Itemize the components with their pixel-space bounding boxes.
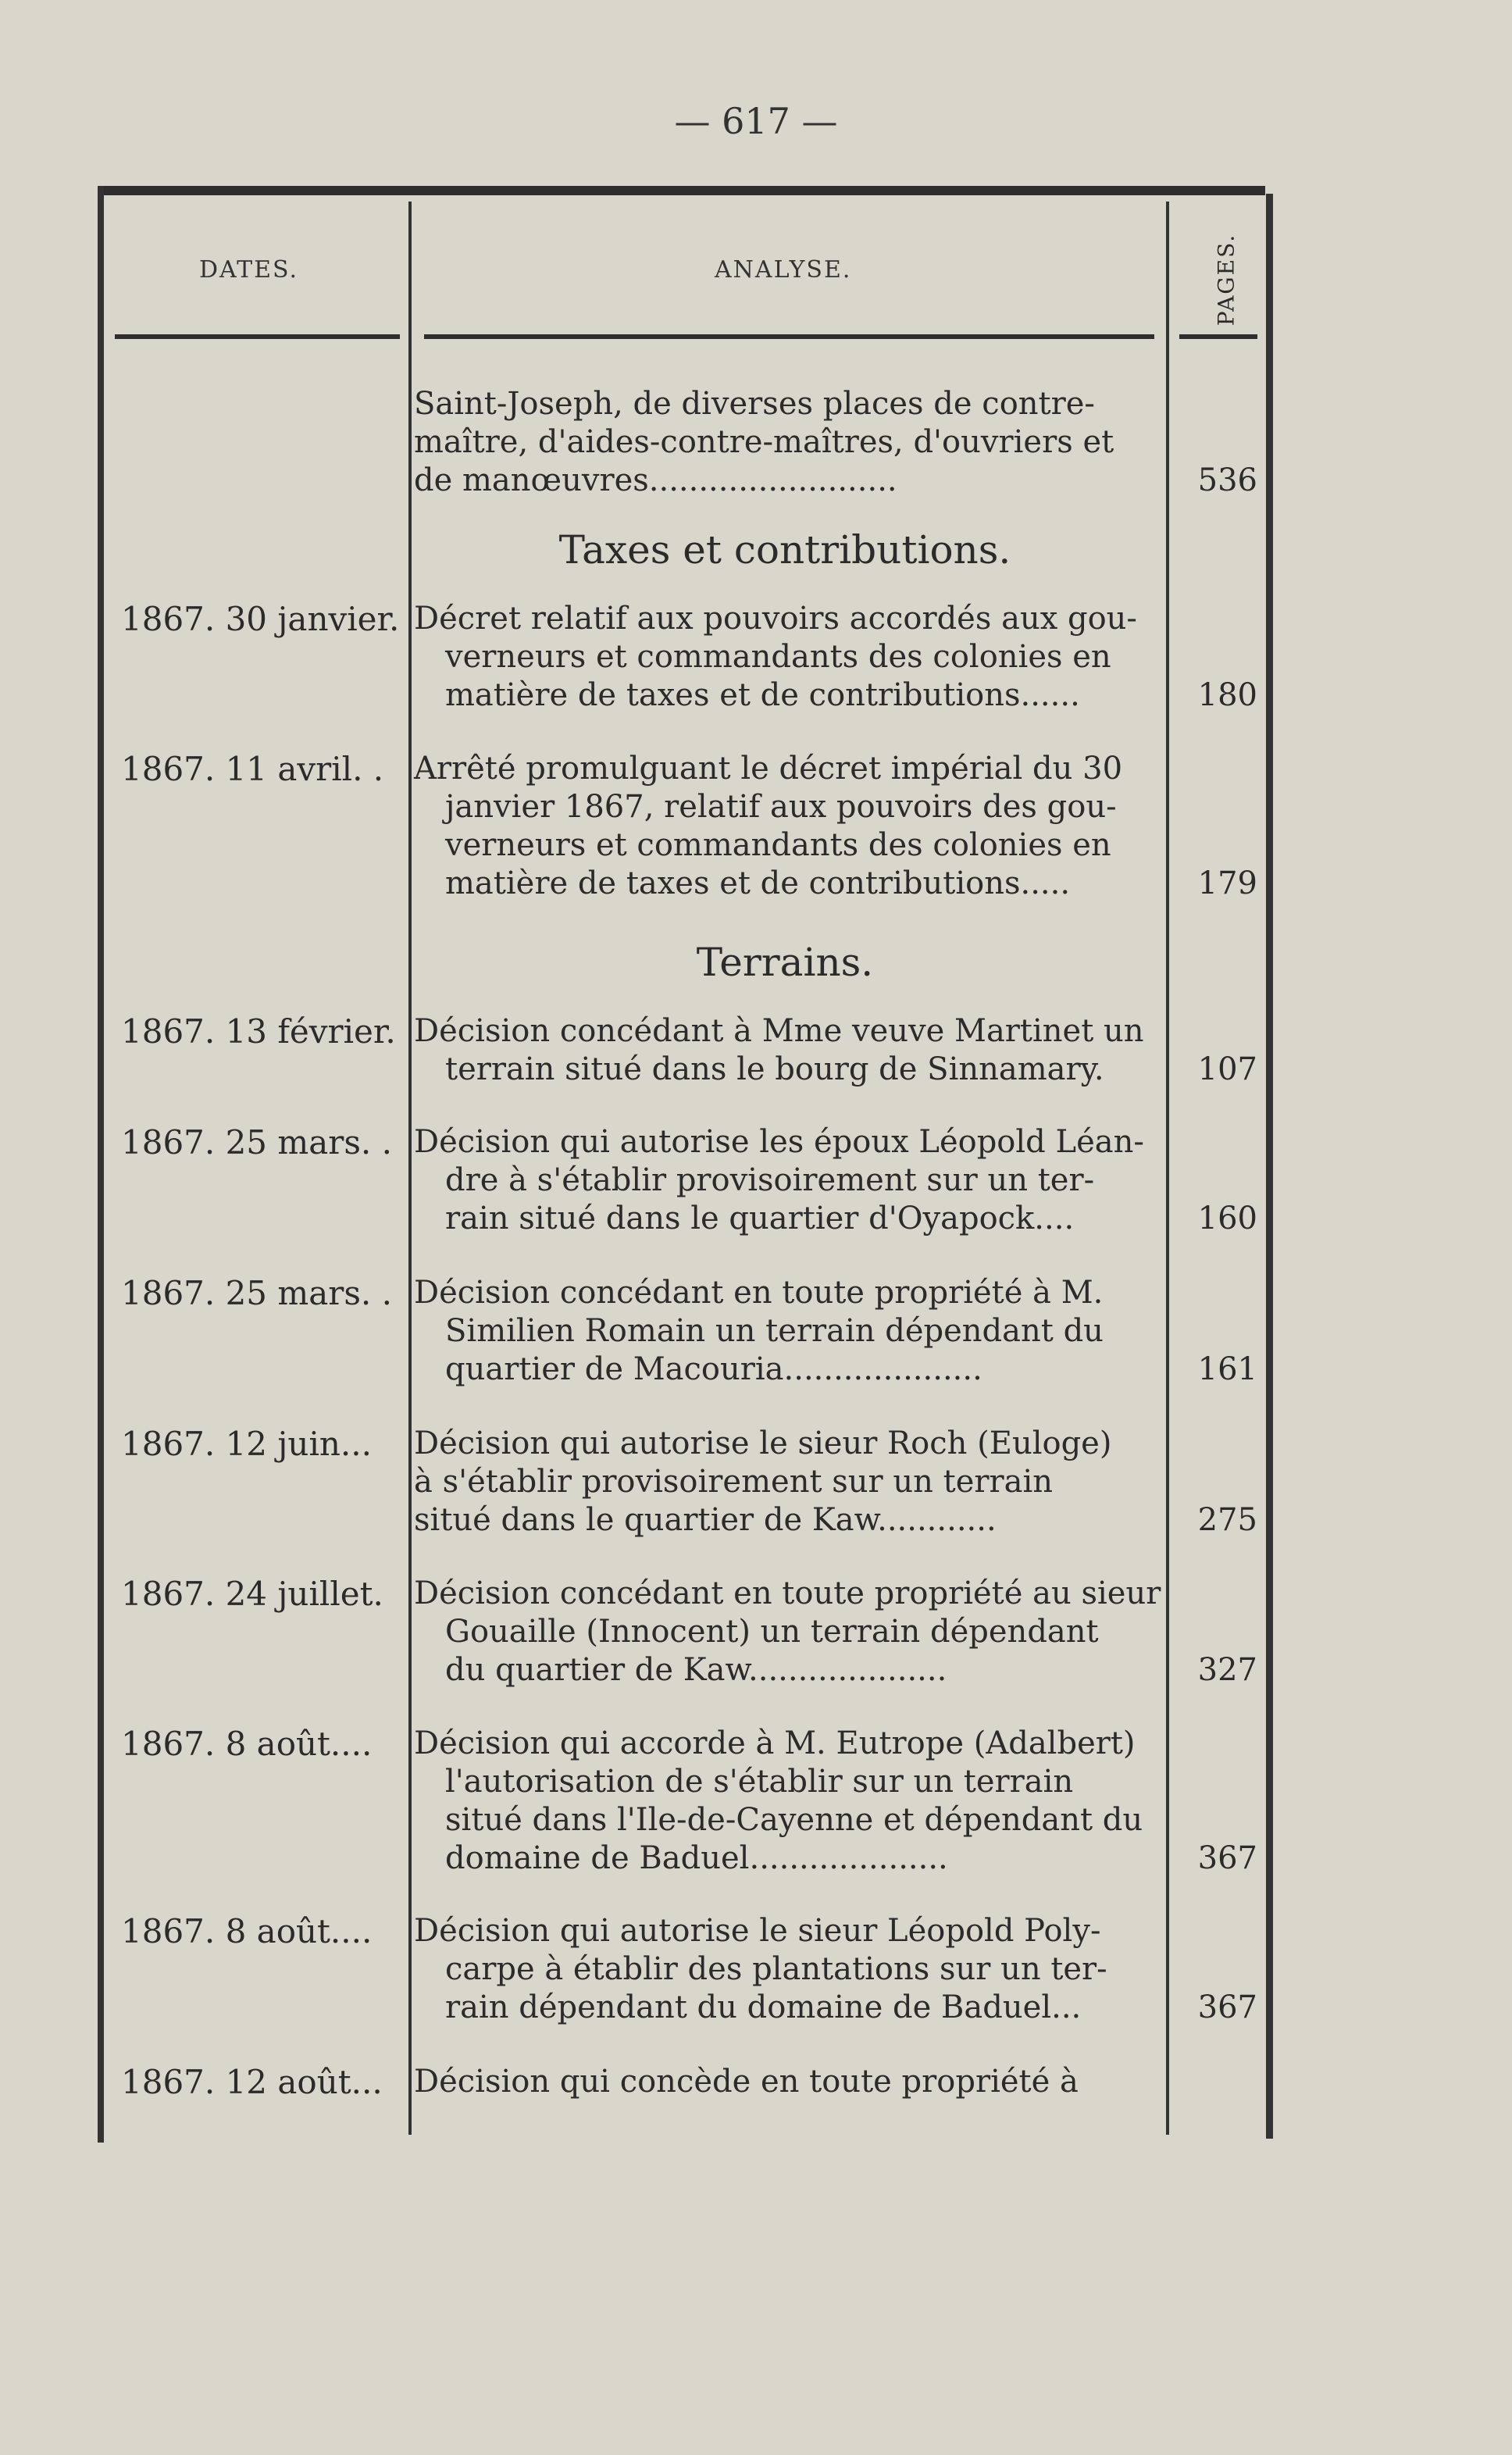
analysis-line: Similien Romain un terrain dépendant du [445,1313,1104,1349]
header-analyse: ANALYSE. [715,256,852,284]
continuation-text [414,385,1156,500]
entry-date: 1867. 12 août... [121,2063,383,2101]
page-number: — 617 — [674,100,838,142]
entry-date: 1867. 30 janvier. [121,600,400,638]
entry-analysis [414,600,1156,715]
analysis-line: terrain situé dans le bourg de Sinnamary. [445,1051,1104,1087]
analysis-line: matière de taxes et de contributions...... [445,677,1080,713]
entry-date: 1867. 8 août.... [121,1912,373,1950]
page-ref: 367 [1197,1989,1257,2025]
analysis-line: Décision concédant en toute propriété à M. [414,1275,1104,1311]
analysis-line: Décision qui accorde à M. Eutrope (Adalbert) [414,1725,1136,1761]
page-ref: 161 [1197,1351,1257,1387]
analysis-line: Décision qui autorise les époux Léopold Léan- [414,1124,1144,1160]
analysis-line: Décision qui autorise le sieur Léopold Poly- [414,1913,1101,1949]
analysis-line: Saint-Joseph, de diverses places de contre- [414,386,1095,422]
entry-date: 1867. 25 mars. . [121,1123,392,1161]
header-pages: PAGES. [1213,233,1239,327]
entry-date: 1867. 11 avril. . [121,750,384,788]
entry-analysis [414,1425,1156,1540]
analysis-line: carpe à établir des plantations sur un ter- [445,1951,1107,1987]
entry-analysis [414,1575,1161,1690]
entry-analysis [414,2063,1156,2101]
page-ref: 367 [1197,1840,1257,1876]
analysis-line: situé dans l'Ile-de-Cayenne et dépendant du [445,1802,1143,1838]
entry-analysis [414,1274,1156,1389]
analysis-line: domaine de Baduel.................... [445,1840,948,1876]
header-dates: DATES. [199,256,299,284]
section-title-terrains: Terrains. [696,940,874,985]
analysis-line: verneurs et commandants des colonies en [445,639,1111,675]
entry-analysis [414,1725,1156,1878]
analysis-line: rain situé dans le quartier d'Oyapock.... [445,1201,1075,1236]
entry-date: 1867. 24 juillet. [121,1575,383,1613]
analysis-line: Arrêté promulguant le décret impérial du 30 [414,751,1123,787]
analysis-line: Décision concédant en toute propriété au sieur [414,1575,1161,1611]
table-body [98,186,1273,2143]
analysis-line: dre à s'établir provisoirement sur un ter- [445,1162,1095,1198]
analysis-line: du quartier de Kaw.................... [445,1652,947,1688]
analysis-line: à s'établir provisoirement sur un terrain [414,1464,1054,1500]
analysis-line: verneurs et commandants des colonies en [445,827,1111,863]
analysis-line: matière de taxes et de contributions..... [445,865,1071,901]
entry-analysis [414,1012,1156,1089]
page-ref: 275 [1197,1502,1257,1538]
analysis-line: quartier de Macouria.................... [445,1351,982,1387]
page-ref: 536 [1197,462,1257,498]
analysis-line: rain dépendant du domaine de Baduel... [445,1989,1082,2025]
analysis-line: de manœuvres......................... [414,462,897,498]
analysis-line: situé dans le quartier de Kaw............ [414,1502,997,1538]
page-ref: 107 [1197,1051,1257,1087]
analysis-line: Décision qui autorise le sieur Roch (Euloge) [414,1426,1112,1461]
analysis-line: maître, d'aides-contre-maîtres, d'ouvriers et [414,424,1114,460]
page-ref: 327 [1197,1652,1257,1688]
entry-analysis [414,750,1156,903]
analysis-line: janvier 1867, relatif aux pouvoirs des gou- [445,789,1117,825]
analysis-line: Décision concédant à Mme veuve Martinet un [414,1013,1144,1049]
entry-date: 1867. 12 juin... [121,1425,372,1463]
page-ref: 180 [1197,677,1257,713]
analysis-line: Décret relatif aux pouvoirs accordés aux gou- [414,601,1137,637]
analysis-line: l'autorisation de s'établir sur un terrain [445,1764,1074,1800]
entry-analysis [414,1123,1156,1238]
entry-analysis [414,1912,1156,2027]
entry-date: 1867. 13 février. [121,1012,396,1051]
analysis-line: Décision qui concède en toute propriété à [414,2064,1079,2100]
section-title-taxes: Taxes et contributions. [558,527,1011,573]
page-ref: 179 [1197,865,1257,901]
entry-date: 1867. 25 mars. . [121,1274,392,1312]
page-ref: 160 [1197,1201,1257,1236]
entry-date: 1867. 8 août.... [121,1725,373,1763]
analysis-line: Gouaille (Innocent) un terrain dépendant [445,1614,1099,1650]
index-table [98,186,1273,2143]
